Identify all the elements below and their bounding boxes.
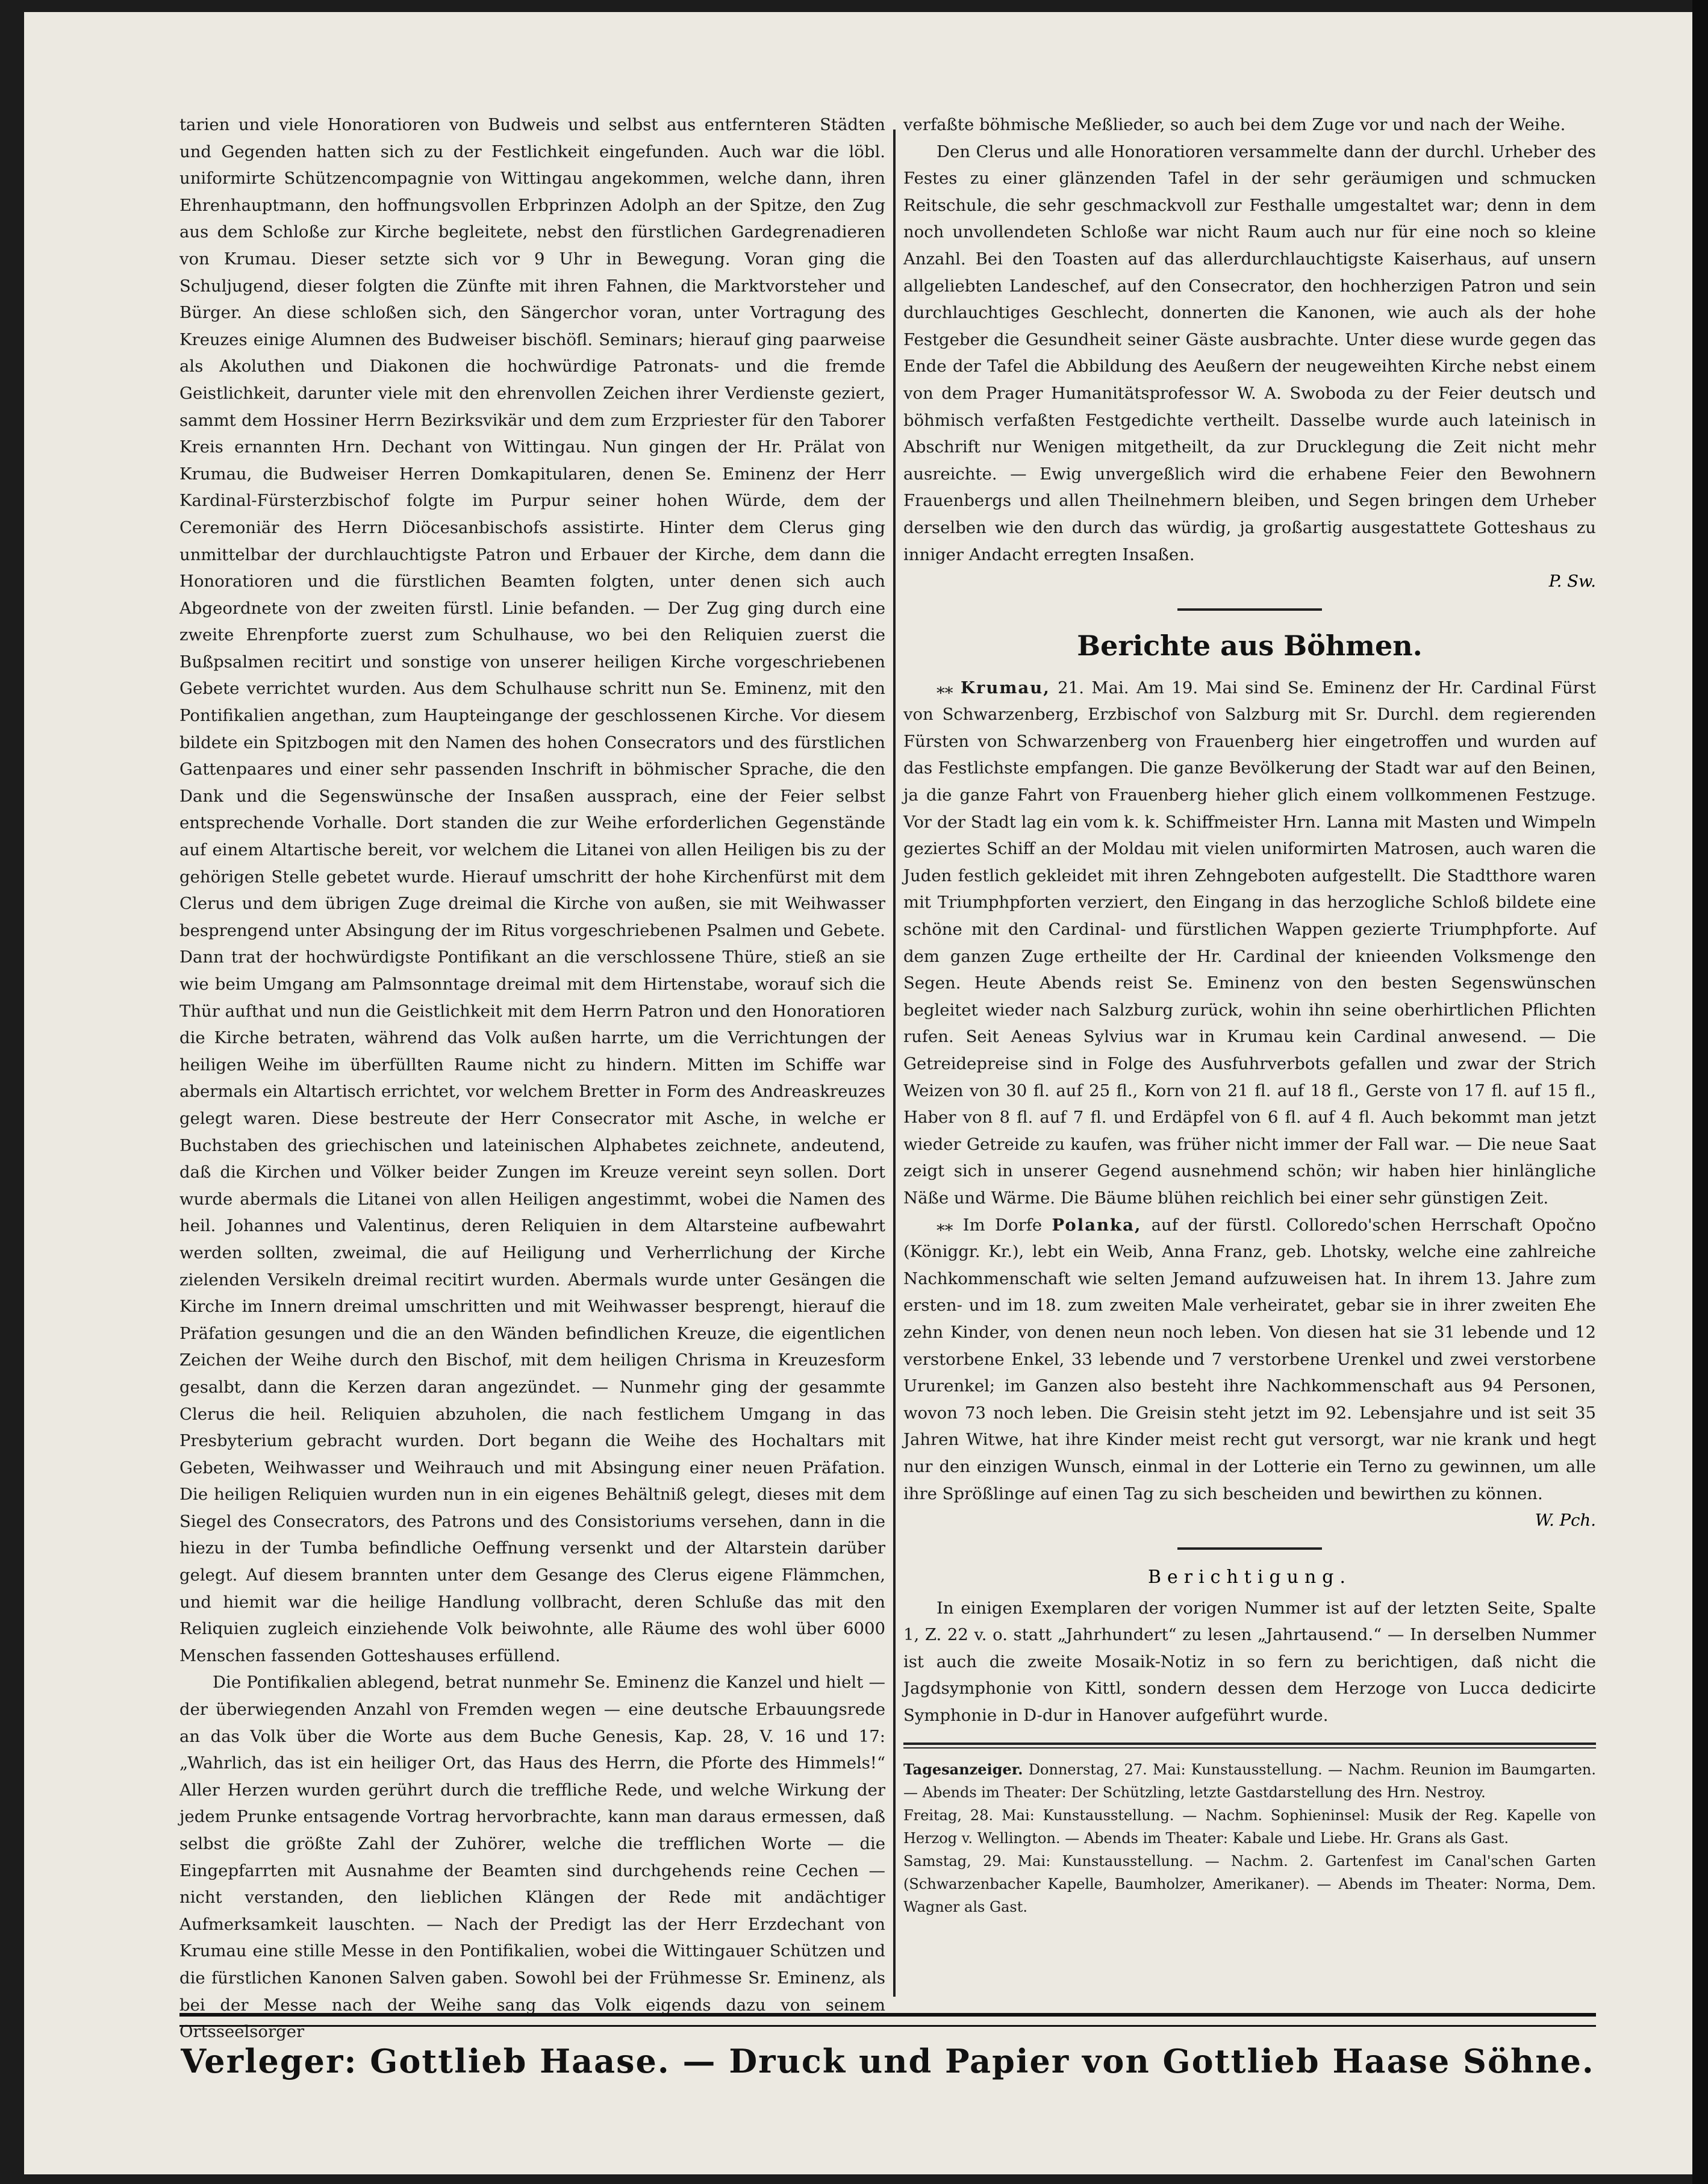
right-column [903,111,1596,2021]
report-polanka-prefix: Im Dorfe [962,1215,1043,1235]
report-signature: W. Pch. [1535,1511,1596,1530]
tagesanzeiger-entry-3: Samstag, 29. Mai: Kunstausstellung. — Nachm. 2. Gartenfest im Canal'schen Garten (Schwarzenbacher Kapelle, Baumholzer, Amerikaner). — Abends im Theater: Norma, Dem. Wagner als Gast. [903,1852,1596,1915]
banquet-paragraph: Den Clerus und alle Honoratioren versammelte dann der durchl. Urheber des Festes zu einer glänzenden Tafel in der sehr geräumigen und schmucken Reitschule, die sehr geschmackvoll zur Festhalle umgestaltet war; denn in dem noch unvollendeten Schloße war nicht Raum auch nur für eine noch so kleine Anzahl. Bei den Toasten auf das allerdurchlauchtigste Kaiserhaus, auf unsern allgeliebten Landeschef, auf den Consecrator, den hochherzigen Patron und sein durchlauchtiges Geschlecht, donnerten die Kanonen, wie auch als der hohe Festgeber die Gesundheit seiner Gäste ausbrachte. Unter diese wurde gegen das Ende der Tafel die Abbildung des Aeußern der neugeweihten Kirche nebst einem von dem Prager Humanitätsprofessor W. A. Swoboda zu der Feier deutsch und böhmisch verfaßten Festgedichte vertheilt. Dasselbe wurde auch lateinisch in Abschrift nur Wenigen mitgetheilt, da zur Drucklegung die Zeit nicht mehr ausreichte. — Ewig unvergeßlich wird die erhabene Feier den Bewohnern Frauenbergs und allen Theilnehmern bleiben, und Segen bringen dem Urheber derselben wie den durch das würdig, ja großartig ausgestattete Gotteshaus zu inniger Andacht erregten Insaßen. [903,142,1596,564]
place-name-krumau: Krumau, [960,678,1050,697]
section-separator-2 [1177,1547,1322,1550]
section-separator [1177,608,1322,611]
correction-text: In einigen Exemplaren der vorigen Nummer ist auf der letzten Seite, Spalte 1, Z. 22 v. o. statt „Jahrhundert“ zu lesen „Jahrtausend.“ — In derselben Nummer ist auch die zweite Mosaik-Notiz in so fern zu berichtigen, daß nicht die Jagdsymphonie von Kittl, sondern dessen dem Herzoge von Lucca dedicirte Symphonie in D-dur in Hanover aufgeführt wurde. [903,1598,1596,1726]
footer-rule [179,2013,1596,2027]
place-name-polanka: Polanka, [1052,1215,1142,1235]
author-signature: P. Sw. [1548,572,1596,591]
tagesanzeiger-label: Tagesanzeiger. [903,1760,1023,1778]
newspaper-page [24,12,1692,2174]
report-polanka-text: auf der fürstl. Colloredo'schen Herrschaft Opočno (Königgr. Kr.), lebt ein Weib, Anna Franz, geb. Lhotsky, welche eine zahlreiche Nachkommenschaft wie selten Jemand aufzuweisen hat. In ihrem 13. Jahre zum ersten- und im 18. zum zweiten Male verheiratet, gebar sie in ihrer zweiten Ehe zehn Kinder, von denen neun noch leben. Von diesen hat sie 31 lebende und 12 verstorbene Enkel, 33 lebende und 7 verstorbene Urenkel und zwei verstorbene Ururenkel; im Ganzen also besteht ihre Nachkommenschaft aus 94 Personen, wovon 73 noch leben. Die Greisin steht jetzt im 92. Lebensjahre und ist seit 35 Jahren Witwe, hat ihre Kinder meist recht gut versorgt, war nie krank und hegt nur den einzigen Wunsch, einmal in der Lotterie ein Terno zu gewinnen, um alle ihre Sprößlinge auf einen Tag zu sich bescheiden und bewirthen zu können. [903,1215,1597,1503]
scan-edge-shadow [1692,0,1708,2184]
report-polanka: ⁎⁎ Im Dorfe Polanka, auf der fürstl. Colloredo'schen Herrschaft Opočno (Königgr. Kr.), lebt ein Weib, Anna Franz, geb. Lhotsky, welche eine zahlreiche Nachkommenschaft wie selten Jemand aufzuweisen hat. In ihrem 13. Jahre zum ersten- und im 18. zum zweiten Male verheiratet, gebar sie in ihrer zweiten Ehe zehn Kinder, von denen neun noch leben. Von diesen hat sie 31 lebende und 12 verstorbene Enkel, 33 lebende und 7 verstorbene Urenkel und zwei verstorbene Ururenkel; im Ganzen also besteht ihre Nachkommenschaft aus 94 Personen, wovon 73 noch leben. Die Greisin steht jetzt im 92. Lebensjahre und ist seit 35 Jahren Witwe, hat ihre Kinder meist recht gut versorgt, war nie krank und hegt nur den einzigen Wunsch, einmal in der Lotterie ein Terno zu gewinnen, um alle ihre Sprößlinge auf einen Tag zu sich bescheiden und bewirthen zu können. [903,1215,1597,1503]
article-end-paragraph: verfaßte böhmische Meßlieder, so auch bei dem Zuge vor und nach der Weihe. [903,115,1566,134]
tagesanzeiger-entry-1 [903,1758,1596,1804]
correction-heading: Berichtigung. [1147,1566,1352,1588]
section-heading: Berichte aus Böhmen. [1077,629,1423,662]
report-krumau: ⁎⁎ Krumau, 21. Mai. Am 19. Mai sind Se. Eminenz der Hr. Cardinal Fürst von Schwarzenberg, Erzbischof von Salzburg mit Sr. Durchl. dem regierenden Fürsten von Schwarzenberg von Frauenberg hier eingetroffen und wurden auf das Festlichste empfangen. Die ganze Bevölkerung der Stadt war auf den Beinen, ja die ganze Fahrt von Frauenberg hieher glich einem vollkommenen Festzuge. Vor der Stadt lag ein vom k. k. Schiffmeister Hrn. Lanna mit Masten und Wimpeln geziertes Schiff an der Moldau mit vielen uniformirten Matrosen, auch waren die Juden festlich gekleidet mit ihren Zehngeboten aufgestellt. Die Stadtthore waren mit Triumphpforten verziert, den Eingang in das herzogliche Schloß bildete eine schöne mit den Cardinal- und fürstlichen Wappen gezierte Triumphpforte. Auf dem ganzen Zuge ertheilte der Hr. Cardinal der knieenden Volksmenge den Segen. Heute Abends reist Se. Eminenz von den besten Segenswünschen begleitet wieder nach Salzburg zurück, wohin ihn seine oberhirtlichen Pflichten rufen. Seit Aeneas Sylvius war in Krumau kein Cardinal anwesend. — Die Getreidepreise sind in Folge des Ausfuhrverbots gefallen und zwar der Strich Weizen von 30 fl. auf 25 fl., Korn von 21 fl. auf 18 fl., Gerste von 17 fl. auf 15 fl., Haber von 8 fl. auf 7 fl. und Erdäpfel von 6 fl. auf 4 fl. Auch bekommt man jetzt wieder Getreide zu kaufen, was früher nicht immer der Fall war. — Die neue Saat zeigt sich in unserer Gegend ausnehmend schön; wir haben hier hinlängliche Näße und Wärme. Die Bäume blühen reichlich bei einer sehr günstigen Zeit. [903,678,1596,1208]
column-divider [893,129,896,1997]
tagesanzeiger-entry-2: Freitag, 28. Mai: Kunstausstellung. — Nachm. Sophieninsel: Musik der Reg. Kapelle von Herzog v. Wellington. — Abends im Theater: Kabale und Liebe. Hr. Grans als Gast. [903,1806,1596,1847]
left-column [179,111,885,2042]
article-sermon-paragraph: Die Pontifikalien ablegend, betrat nunmehr Se. Eminenz die Kanzel und hielt — der überwiegenden Anzahl von Fremden wegen — eine deutsche Erbauungsrede an das Volk über die Worte aus dem Buche Genesis, Kap. 28, V. 16 und 17: „Wahrlich, das ist ein heiliger Ort, das Haus des Herrn, die Pforte des Himmels!“ Aller Herzen wurden gerührt durch die treffliche Rede, und welche Wirkung der jedem Prunke entsagende Vortrag hervorbrachte, kann man daraus ermessen, daß selbst die größte Zahl der Zuhörer, welche die trefflichen Worte — die Eingepfarrten mit Ausnahme der Beamten sind durchgehends reine Cechen — nicht verstanden, den lieblichen Klängen der Rede mit andächtiger Aufmerksamkeit lauschten. — Nach der Predigt las der Herr Erzdechant von Krumau eine stille Messe in den Pontifikalien, wobei die Wittingauer Schützen und die fürstlichen Kanonen Salven gaben. Sowohl bei der Frühmesse Sr. Eminenz, als bei der Messe nach der Weihe sang das Volk eigends dazu von seinem Ortsseelsorger [179,1673,885,2042]
tagesanzeiger-text-1: Donnerstag, 27. Mai: Kunstausstellung. — Nachm. Reunion im Baumgarten. — Abends im Theater: Der Schützling, letzte Gastdarstellung des Hrn. Nestroy. [903,1761,1597,1801]
report-krumau-text: 21. Mai. Am 19. Mai sind Se. Eminenz der Hr. Cardinal Fürst von Schwarzenberg, Erzbischof von Salzburg mit Sr. Durchl. dem regierenden Fürsten von Schwarzenberg von Frauenberg hier eingetroffen und wurden auf das Festlichste empfangen. Die ganze Bevölkerung der Stadt war auf den Beinen, ja die ganze Fahrt von Frauenberg hieher glich einem vollkommenen Festzuge. Vor der Stadt lag ein vom k. k. Schiffmeister Hrn. Lanna mit Masten und Wimpeln geziertes Schiff an der Moldau mit vielen uniformirten Matrosen, auch waren die Juden festlich gekleidet mit ihren Zehngeboten aufgestellt. Die Stadtthore waren mit Triumphpforten verziert, den Eingang in das herzogliche Schloß bildete eine schöne mit den Cardinal- und fürstlichen Wappen gezierte Triumphpforte. Auf dem ganzen Zuge ertheilte der Hr. Cardinal der knieenden Volksmenge den Segen. Heute Abends reist Se. Eminenz von den besten Segenswünschen begleitet wieder nach Salzburg zurück, wohin ihn seine oberhirtlichen Pflichten rufen. Seit Aeneas Sylvius war in Krumau kein Cardinal anwesend. — Die Getreidepreise sind in Folge des Ausfuhrverbots gefallen und zwar der Strich Weizen von 30 fl. auf 25 fl., Korn von 21 fl. auf 18 fl., Gerste von 17 fl. auf 15 fl., Haber von 8 fl. auf 7 fl. und Erdäpfel von 6 fl. auf 4 fl. Auch bekommt man jetzt wieder Getreide zu kaufen, was früher nicht immer der Fall war. — Die neue Saat zeigt sich in unserer Gegend ausnehmend schön; wir haben hier hinlängliche Näße und Wärme. Die Bäume blühen reichlich bei einer sehr günstigen Zeit. [903,678,1596,1208]
publisher-imprint: Verleger: Gottlieb Haase. — Druck und Papier von Gottlieb Haase Söhne. [181,2042,1595,2080]
article-continuation-text: tarien und viele Honoratioren von Budweis und selbst aus entfernteren Städten und Gegenden hatten sich zu der Festlichkeit eingefunden. Auch war die löbl. uniformirte Schützencompagnie von Wittingau angekommen, welche dann, ihren Ehrenhauptmann, den hoffnungsvollen Erbprinzen Adolph an der Spitze, den Zug aus dem Schloße zur Kirche begleitete, nebst den fürstlichen Gardegrenadieren von Krumau. Dieser setzte sich vor 9 Uhr in Bewegung. Voran ging die Schuljugend, dieser folgten die Zünfte mit ihren Fahnen, die Marktvorsteher und Bürger. An diese schloßen sich, den Sängerchor voran, unter Vortragung des Kreuzes einige Alumnen des Budweiser bischöfl. Seminars; hierauf ging paarweise als Akoluthen und Diakonen die hochwürdige Patronats- und die fremde Geistlichkeit, darunter viele mit den ehrenvollen Zeichen ihrer Verdienste geziert, sammt dem Hossiner Herrn Bezirksvikär und dem zum Erzpriester für den Taborer Kreis ernannten Hrn. Dechant von Wittingau. Nun gingen der Hr. Prälat von Krumau, die Budweiser Herren Domkapitularen, denen Se. Eminenz der Herr Kardinal-Fürsterzbischof folgte im Purpur seiner hohen Würde, dem der Ceremoniär des Herrn Diöcesanbischofs assistirte. Hinter dem Clerus ging unmittelbar der durchlauchtigste Patron und Erbauer der Kirche, dem dann die Honoratioren und die fürstlichen Beamten folgten, unter denen sich auch Abgeordnete von der zweiten fürstl. Linie befanden. — Der Zug ging durch eine zweite Ehrenpforte zuerst zum Schulhause, wo bei den Reliquien zuerst die Bußpsalmen recitirt und sonstige von unserer heiligen Kirche vorgeschriebenen Gebete verrichtet wurden. Aus dem Schulhause schritt nun Se. Eminenz, mit den Pontifikalien angethan, zum Haupteingange der geschlossenen Kirche. Vor diesem bildete ein Spitzbogen mit den Namen des hohen Consecrators und des fürstlichen Gattenpaares und einer sehr passenden Inschrift in böhmischer Sprache, die den Dank und die Segenswünsche der Insaßen aussprach, eine der Feier selbst entsprechende Vorhalle. Dort standen die zur Weihe erforderlichen Gegenstände auf einem Altartische bereit, vor welchem die Litanei von allen Heiligen bis zu der gehörigen Stelle gebetet wurde. Hierauf umschritt der hohe Kirchenfürst mit dem Clerus und dem übrigen Zuge dreimal die Kirche von außen, sie mit Weihwasser besprengend unter Absingung der im Ritus vorgeschriebenen Psalmen und Gebete. Dann trat der hochwürdigste Pontifikant an die verschlossene Thüre, stieß an sie wie beim Umgang am Palmsonntage dreimal mit dem Hirtenstabe, worauf sich die Thür aufthat und nun die Geistlichkeit mit dem Herrn Patron und den Honoratioren die Kirche betraten, während das Volk außen harrte, um die Verrichtungen der heiligen Weihe im überfüllten Raume nicht zu hindern. Mitten im Schiffe war abermals ein Altartisch errichtet, vor welchem Bretter in Form des Andreaskreuzes gelegt waren. Diese bestreute der Herr Consecrator mit Asche, in welche er Buchstaben des griechischen und lateinischen Alphabetes zeichnete, andeutend, daß die Kirchen und Völker beider Zungen im Kreuze vereint seyn sollen. Dort wurde abermals die Litanei von allen Heiligen angestimmt, wobei die Namen des heil. Johannes und Valentinus, deren Reliquien in dem Altarsteine aufbewahrt werden sollten, zweimal, die auf Heiligung und Verherrlichung der Kirche zielenden Versikeln dreimal recitirt wurden. Abermals wurde unter Gesängen die Kirche im Innern dreimal umschritten und mit Weihwasser besprengt, hierauf die Präfation gesungen und die an den Wänden befindlichen Kreuze, die eigentlichen Zeichen der Weihe durch den Bischof, mit dem heiligen Chrisma in Kreuzesform gesalbt, dann die Kerzen daran angezündet. — Nunmehr ging der gesammte Clerus die heil. Reliquien abzuholen, die nach festlichem Umgang in das Presbyterium gebracht wurden. Dort begann die Weihe des Hochaltars mit Gebeten, Weihwasser und Weihrauch und mit Absingung einer neuen Präfation. Die heiligen Reliquien wurden nun in ein eigenes Behältniß gelegt, dieses mit dem Siegel des Consecrators, des Patrons und des Consistoriums versehen, dann in die hiezu in der Tumba befindliche Oeffnung versenkt und der Altarstein darüber gelegt. Auf diesem brannten unter dem Gesange des Clerus eigene Flämmchen, und hiemit war die heilige Handlung vollbracht, deren Schluße das mit den Reliquien zugleich einziehende Volk beiwohnte, alle Räume des wohl über 6000 Menschen fassenden Gotteshauses erfüllend. [179,115,885,1665]
tagesanzeiger-rule [903,1743,1596,1749]
